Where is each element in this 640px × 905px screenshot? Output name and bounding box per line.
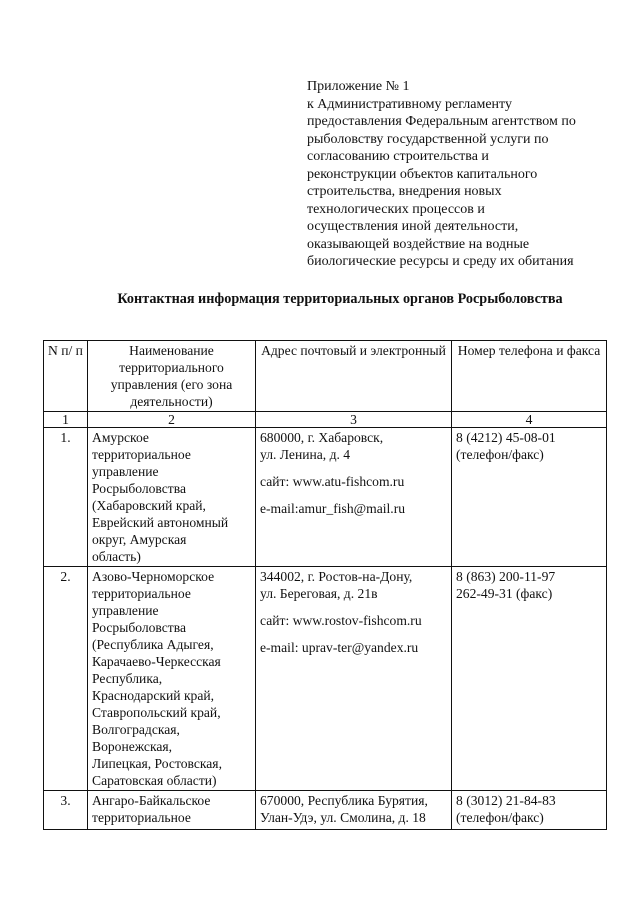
table-row (44, 791, 607, 830)
appendix-line: реконструкции объектов капитального (307, 166, 538, 182)
appendix-header (307, 78, 607, 271)
fax-number: 262-49-31 (факс) (456, 586, 553, 601)
territorial-office-name (88, 567, 256, 791)
name-line: Ангаро-Байкальское (92, 793, 211, 808)
row-number: 3. (44, 791, 88, 830)
appendix-line: Приложение № 1 (307, 79, 410, 94)
name-line: Росрыболовства (92, 481, 187, 496)
header-phone: Номер телефона и факса (452, 341, 607, 412)
name-line: округ, Амурская (92, 532, 187, 547)
phone-number: 8 (3012) 21-84-83 (456, 793, 556, 808)
email-link[interactable]: e-mail: uprav-ter@yandex.ru (260, 640, 419, 655)
phone-number: 8 (4212) 45-08-01 (456, 430, 556, 445)
table-header-row (44, 341, 607, 412)
name-line: Воронежская, (92, 739, 173, 754)
appendix-line: осуществления иной деятельности, (307, 219, 519, 234)
header-address: Адрес почтовый и электронный (256, 341, 452, 412)
name-line: Республика, (92, 671, 163, 686)
name-line: территориальное (92, 447, 191, 462)
address-cell (256, 428, 452, 567)
phone-note: (телефон/факс) (456, 447, 544, 462)
appendix-line: предоставления Федеральным агентством по (307, 114, 576, 129)
header-name: Наименование территориального управления (его зона деятельности) (88, 341, 256, 412)
appendix-line: технологических процессов и (307, 201, 485, 217)
phone-cell (452, 791, 607, 830)
postal-address: ул. Ленина, д. 4 (260, 447, 351, 462)
phone-cell (452, 428, 607, 567)
table-row (44, 567, 607, 791)
appendix-line: биологические ресурсы и среду их обитания (307, 254, 574, 269)
row-number: 1. (44, 428, 88, 567)
name-line: управление (92, 464, 159, 479)
territorial-office-name (88, 791, 256, 830)
name-line: территориальное (92, 810, 191, 825)
name-line: (Хабаровский край, (92, 498, 206, 513)
appendix-line: строительства, внедрения новых (307, 184, 502, 199)
website-link[interactable]: сайт: www.rostov-fishcom.ru (260, 613, 422, 628)
name-line: территориальное (92, 586, 191, 601)
name-line: (Республика Адыгея, (92, 637, 214, 652)
appendix-line: к Административному регламенту (307, 96, 512, 112)
name-line: Росрыболовства (92, 620, 187, 635)
name-line: Краснодарский край, (92, 688, 215, 703)
name-line: Карачаево-Черкесская (92, 654, 221, 669)
website-link[interactable]: сайт: www.atu-fishcom.ru (260, 474, 405, 489)
document-title: Контактная информация территориальных органов Росрыболовства (117, 291, 563, 307)
name-line: Липецкая, Ростовская, (92, 756, 222, 771)
name-line: Еврейский автономный (92, 515, 229, 530)
column-number: 1 (44, 412, 88, 428)
postal-address: 344002, г. Ростов-на-Дону, (260, 569, 413, 584)
appendix-line: оказывающей воздействие на водные (307, 236, 530, 252)
column-number: 4 (452, 412, 607, 428)
column-number: 3 (256, 412, 452, 428)
column-number: 2 (88, 412, 256, 428)
table-row (44, 428, 607, 567)
postal-address: Улан-Удэ, ул. Смолина, д. 18 (260, 810, 426, 825)
name-line: Ставропольский край, (92, 705, 221, 720)
postal-address: 670000, Республика Бурятия, (260, 793, 428, 808)
contacts-table (43, 340, 607, 830)
name-line: Азово-Черноморское (92, 569, 215, 584)
appendix-line: согласованию строительства и (307, 149, 489, 164)
phone-cell (452, 567, 607, 791)
address-cell (256, 791, 452, 830)
address-cell (256, 567, 452, 791)
row-number: 2. (44, 567, 88, 791)
name-line: Саратовская области) (92, 773, 217, 788)
header-number: N п/ п (44, 341, 88, 412)
name-line: управление (92, 603, 159, 618)
phone-note: (телефон/факс) (456, 810, 544, 825)
phone-number: 8 (863) 200-11-97 (456, 569, 556, 584)
postal-address: ул. Береговая, д. 21в (260, 586, 378, 601)
appendix-line: рыболовству государственной услуги по (307, 131, 549, 147)
postal-address: 680000, г. Хабаровск, (260, 430, 384, 445)
territorial-office-name (88, 428, 256, 567)
name-line: Волгоградская, (92, 722, 180, 737)
email-link[interactable]: e-mail:amur_fish@mail.ru (260, 501, 406, 516)
name-line: Амурское (92, 430, 149, 445)
column-number-row (44, 412, 607, 428)
name-line: область) (92, 549, 141, 564)
